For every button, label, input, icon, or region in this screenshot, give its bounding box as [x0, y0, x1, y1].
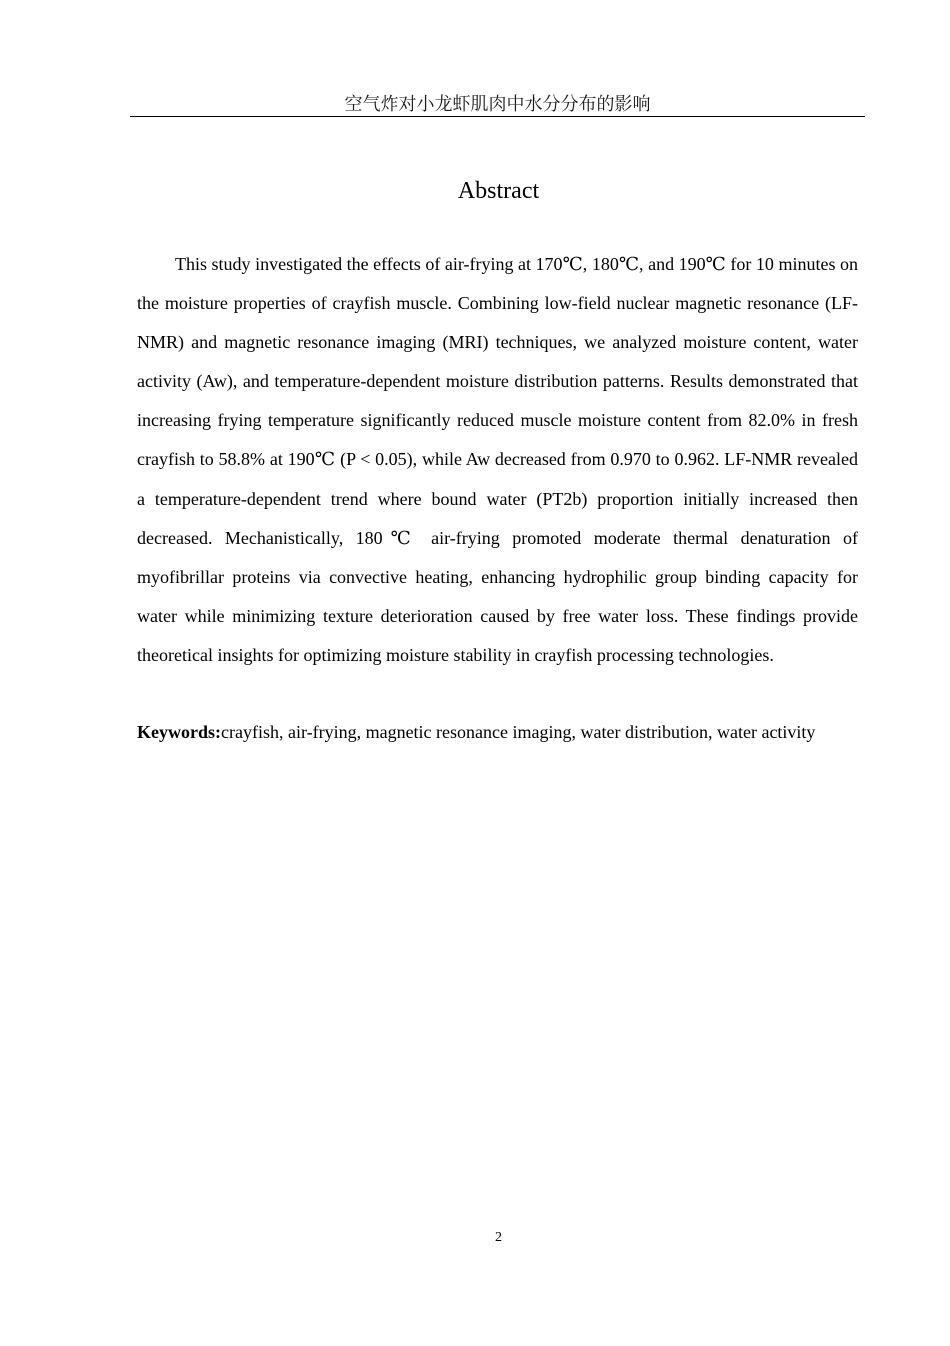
- keywords-label: Keywords:: [137, 722, 221, 742]
- keywords-text: crayfish, air-frying, magnetic resonance imaging, water distribution, water activity: [221, 722, 816, 742]
- abstract-body: This study investigated the effects of air-frying at 170℃, 180℃, and 190℃ for 10 minutes on the moisture properties of crayfish muscle. Combining low-field nuclear magnetic resonance (LF-NMR) and magnetic resonance imaging (MRI) techniques, we analyzed moisture content, water activity (Aw), and temperature-dependent moisture distribution patterns. Results demonstrated that increasing frying temperature significantly reduced muscle moisture content from 82.0% in fresh crayfish to 58.8% at 190℃ (P < 0.05), while Aw decreased from 0.970 to 0.962. LF-NMR revealed a temperature-dependent trend where bound water (PT2b) proportion initially increased then decreased. Mechanistically, 180℃ air-frying promoted moderate thermal denaturation of myofibrillar proteins via convective heating, enhancing hydrophilic group binding capacity for water while minimizing texture deterioration caused by free water loss. These findings provide theoretical insights for optimizing moisture stability in crayfish processing technologies.: [137, 254, 858, 665]
- running-title: 空气炸对小龙虾肌肉中水分分布的影响: [344, 94, 651, 114]
- page-number: 2: [495, 1230, 502, 1245]
- abstract-title: Abstract: [457, 178, 540, 204]
- running-header: [130, 92, 865, 117]
- keywords-paragraph: [137, 713, 858, 752]
